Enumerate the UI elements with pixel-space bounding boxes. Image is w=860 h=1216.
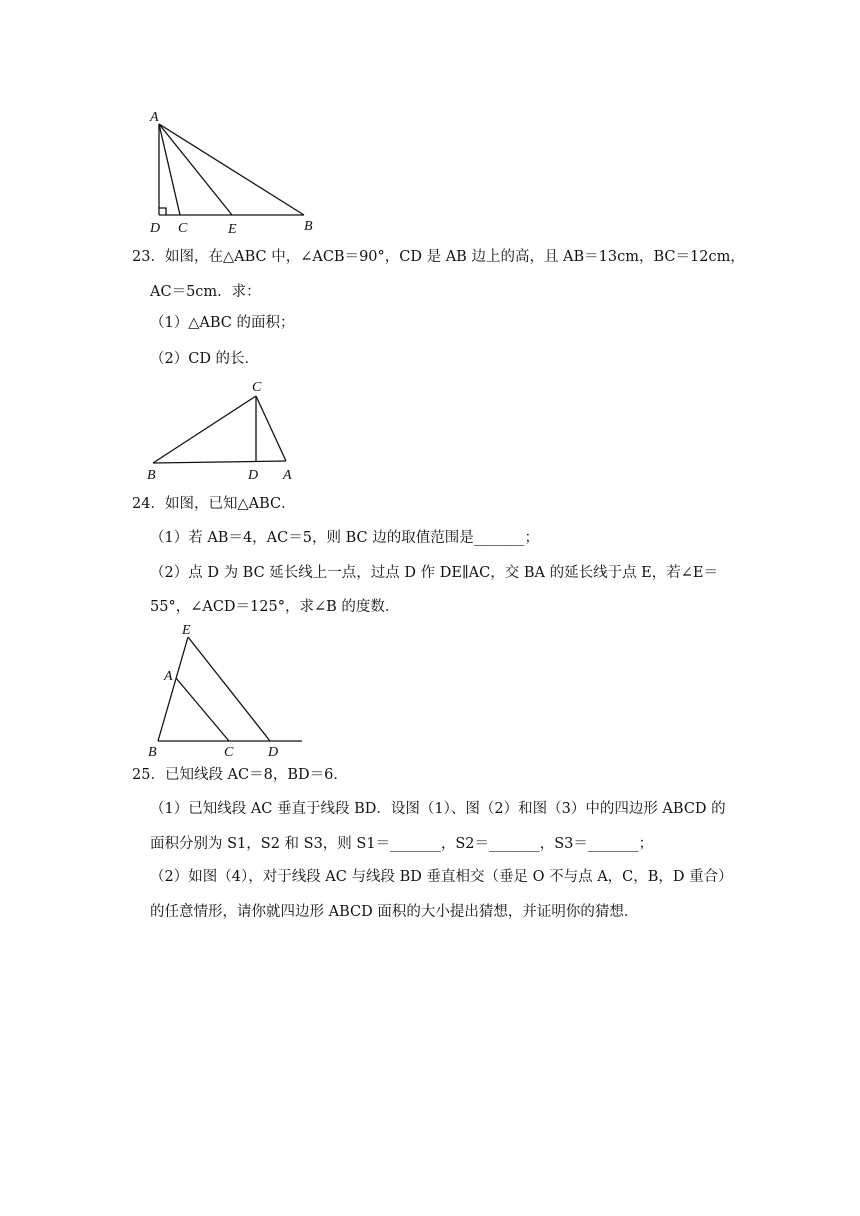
figure-q23 (140, 376, 310, 486)
segment-ba (153, 461, 286, 463)
label-b: B (304, 219, 313, 234)
figure-q24 (140, 620, 310, 760)
label-b: B (147, 468, 156, 483)
segment-ac (176, 678, 229, 741)
segment-be (158, 637, 188, 741)
segment-ca (256, 396, 286, 461)
q25-line3: 面积分别为 S1，S2 和 S3，则 S1＝_______，S2＝_______，S3＝_______； (150, 836, 654, 852)
label-e: E (182, 623, 191, 638)
label-a: A (283, 468, 292, 483)
right-angle-mark (159, 208, 166, 215)
figure-q22 (140, 104, 320, 238)
label-a: A (150, 110, 159, 125)
segment-bc (153, 396, 256, 463)
q25-line2: （1）已知线段 AC 垂直于线段 BD．设图（1）、图（2）和图（3）中的四边形 ABCD 的 (150, 801, 726, 817)
q23-line4: （2）CD 的长． (150, 351, 260, 367)
q23-line2: AC＝5cm．求： (150, 284, 261, 300)
label-c: C (224, 745, 234, 760)
q23-line3: （1）△ABC 的面积； (150, 315, 295, 331)
label-d: D (268, 745, 279, 760)
segment-ab (159, 124, 304, 215)
q23-line1: 23．如图，在△ABC 中，∠ACB＝90°，CD 是 AB 边上的高，且 AB＝13cm，BC＝12cm， (132, 249, 745, 265)
label-a: A (164, 669, 173, 684)
q24-line1: 24．如图，已知△ABC． (132, 496, 296, 512)
q25-line4: （2）如图（4），对于线段 AC 与线段 BD 垂直相交（垂足 O 不与点 A，C，B，D 重合） (150, 869, 733, 885)
segment-ed (188, 637, 270, 741)
label-e: E (228, 222, 237, 237)
label-c: C (252, 380, 262, 395)
label-d: D (248, 468, 259, 483)
label-c: C (178, 221, 188, 236)
label-d: D (150, 221, 161, 236)
q25-line1: 25．已知线段 AC＝8，BD＝6． (132, 767, 348, 783)
q24-line3: （2）点 D 为 BC 延长线上一点，过点 D 作 DE∥AC，交 BA 的延长线于点 E，若∠E＝ (150, 565, 719, 581)
q25-line5: 的任意情形，请你就四边形 ABCD 面积的大小提出猜想，并证明你的猜想． (150, 904, 639, 920)
label-b: B (148, 745, 157, 760)
q24-line4: 55°，∠ACD＝125°，求∠B 的度数． (150, 599, 400, 615)
q24-line2: （1）若 AB＝4，AC＝5，则 BC 边的取值范围是_______； (150, 530, 539, 546)
